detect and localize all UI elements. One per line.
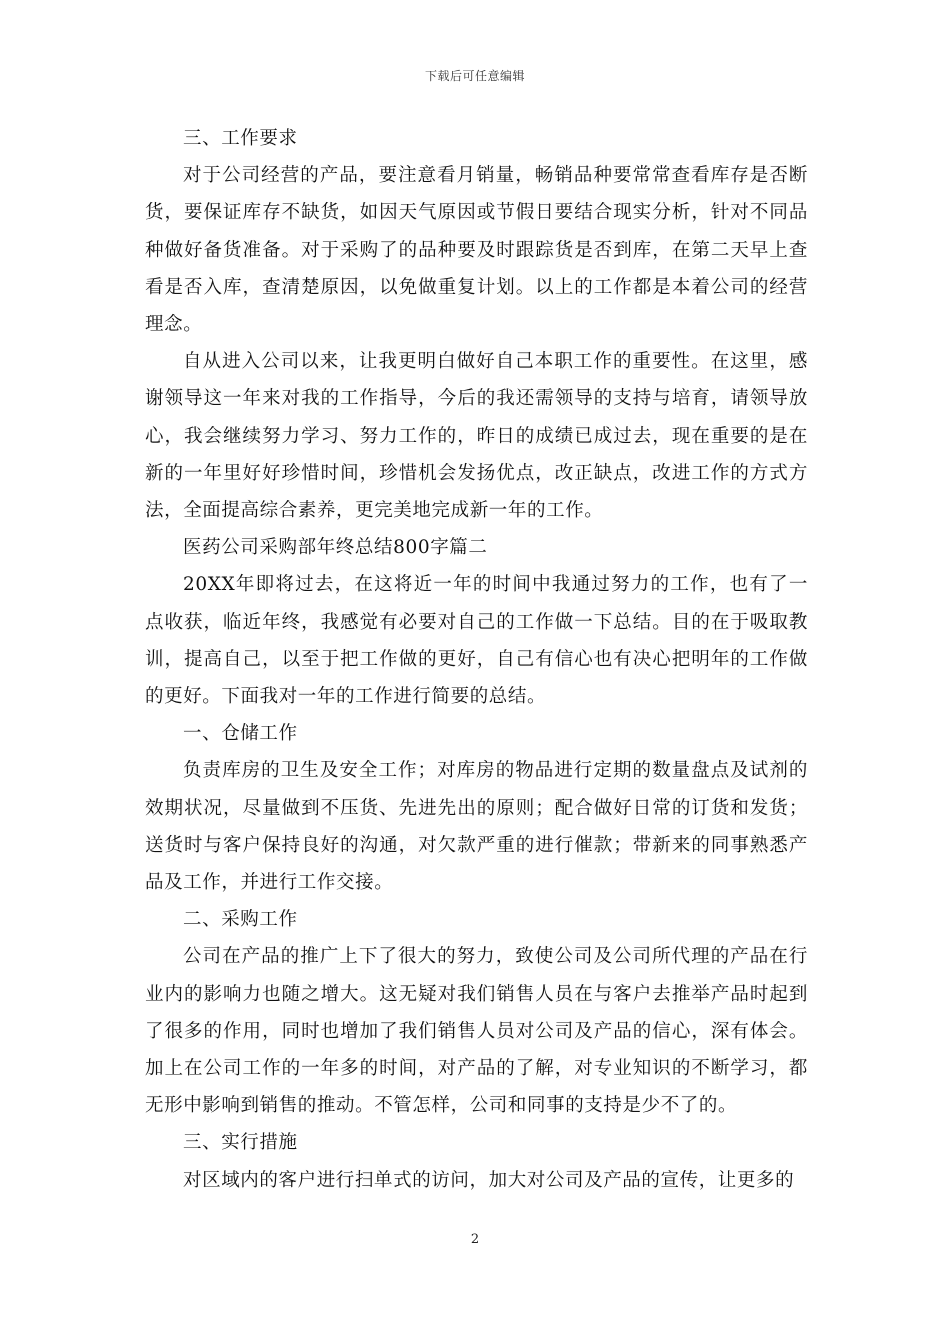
body-paragraph: 自从进入公司以来，让我更明白做好自己本职工作的重要性。在这里，感谢领导这一年来对我的工作指导，今后的我还需领导的支持与培育，请领导放心，我会继续努力学习、努力工作的，昨日的成绩已成过去，现在重要的是在新的一年里好好珍惜时间，珍惜机会发扬优点，改正缺点，改进工作的方式方法，全面提高综合素养，更完美地完成新一年的工作。 [145, 351, 808, 522]
article-title-part-two: 医药公司采购部年终总结800字篇二 [183, 537, 488, 559]
document-body [145, 120, 808, 1199]
body-paragraph: 对区域内的客户进行扫单式的访问，加大对公司及产品的宣传，让更多的 [183, 1169, 795, 1191]
body-paragraph: 公司在产品的推广上下了很大的努力，致使公司及公司所代理的产品在行业内的影响力也随之增大。这无疑对我们销售人员在与客户去推举产品时起到了很多的作用，同时也增加了我们销售人员对公司及产品的信心，深有体会。加上在公司工作的一年多的时间，对产品的了解，对专业知识的不断学习，都无形中影响到销售的推动。不管怎样，公司和同事的支持是少不了的。 [145, 946, 808, 1117]
section-heading-measures: 三、实行措施 [183, 1132, 298, 1154]
body-paragraph: 负责库房的卫生及安全工作；对库房的物品进行定期的数量盘点及试剂的效期状况，尽量做到不压货、先进先出的原则；配合做好日常的订货和发货；送货时与客户保持良好的沟通，对欠款严重的进行催款；带新来的同事熟悉产品及工作，并进行工作交接。 [145, 760, 808, 894]
section-heading-warehousing: 一、仓储工作 [183, 723, 298, 745]
page-number: 2 [470, 1232, 480, 1247]
section-heading-purchasing: 二、采购工作 [183, 909, 298, 931]
body-paragraph: 20XX年即将过去，在这将近一年的时间中我通过努力的工作，也有了一点收获，临近年终，我感觉有必要对自己的工作做一下总结。目的在于吸取教训，提高自己，以至于把工作做的更好，自己有信心也有决心把明年的工作做的更好。下面我对一年的工作进行简要的总结。 [145, 574, 808, 708]
section-heading-work-requirements: 三、工作要求 [183, 128, 298, 149]
page-header: 下载后可任意编辑 [424, 69, 525, 83]
body-paragraph: 对于公司经营的产品，要注意看月销量，畅销品种要常常查看库存是否断货，要保证库存不缺货，如因天气原因或节假日要结合现实分析，针对不同品种做好备货准备。对于采购了的品种要及时跟踪货是否到库，在第二天早上查看是否入库，查清楚原因，以免做重复计划。以上的工作都是本着公司的经营理念。 [145, 165, 808, 336]
